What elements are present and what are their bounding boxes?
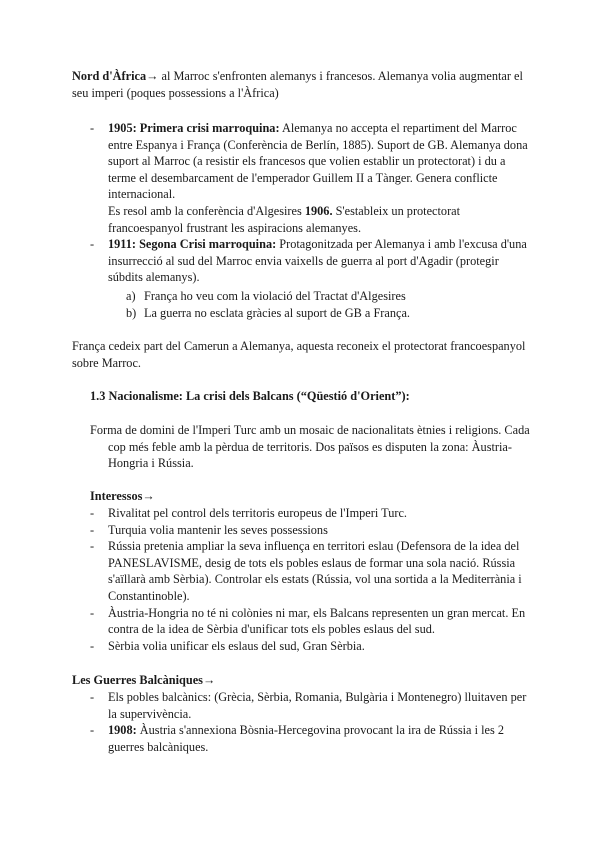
subitem-marker: b) [126, 305, 137, 320]
interests-heading: Interessos→ [90, 489, 155, 503]
interests-list [72, 505, 532, 654]
list-item: - Rússia pretenia ampliar la seva influença en territori eslau (Defensora de la idea del PANESLAVISME, desig de tots els pobles eslaus de formar una sola nació. Rússia s'aïllarà amb Sèrbia). Controlar els estats (Rússia, vol una sortida a la Mediterrània i Constantinoble). [72, 538, 532, 604]
list-item: - Sèrbia volia unificar els eslaus del sud, Gran Sèrbia. [72, 638, 532, 655]
crisis-1911-title: 1911: Segona Crisi marroquina: [108, 237, 277, 252]
north-africa-label: Nord d'Àfrica→ [72, 69, 159, 83]
subitem-text: La guerra no esclata gràcies al suport de GB a França. [144, 305, 410, 320]
list-item [72, 722, 532, 755]
crisis-1905-extra-year: 1906. [304, 203, 333, 218]
crisis-1911-text: Protagonitzada per Alemanya i amb l'excusa d'una insurrecció al sud del Marroc envia vaixells de guerra al port d'Agadir (protegir súbdits alemanys). [108, 237, 527, 285]
list-item: - Rivalitat pel control dels territoris europeus de l'Imperi Turc. [72, 505, 532, 522]
balkan-wars-heading: Les Guerres Balcàniques→ [72, 673, 216, 687]
balkan-1908-text: Àustria s'annexiona Bòsnia-Hercegovina provocant la ira de Rússia i les 2 guerres balcàniques. [108, 723, 504, 754]
list-item [72, 305, 532, 322]
crisis-1905-title: 1905: Primera crisi marroquina: [108, 121, 280, 135]
north-africa-paragraph [72, 68, 532, 101]
subitem-marker: a) [126, 289, 136, 303]
crisis-1905-text: Alemanya no accepta el repartiment del Marroc entre Espanya i França (Conferència de Berlín, 1885). Suport de GB. Alemanya dona suport al Marroc (a resistir els francesos que volien establir un protectorat) i du a terme el desembarcament de l'emperador Guillem II a Tànger. Genera conflicte internacional. [108, 121, 528, 202]
balkan-wars-list [72, 689, 532, 755]
crisis-1911-subitems [72, 288, 532, 321]
north-africa-text: al Marroc s'enfronten alemanys i francesos. Alemanya volia augmentar el seu imperi (poques possessions a l'Àfrica) [72, 69, 523, 100]
list-item [72, 120, 532, 236]
list-item [72, 288, 532, 305]
subitem-text: França ho veu com la violació del Tractat d'Algesires [144, 289, 406, 303]
list-item: - Turquia volia mantenir les seves possessions [72, 522, 532, 539]
section-heading: 1.3 Nacionalisme: La crisi dels Balcans (“Qüestió d'Orient”): [90, 389, 410, 403]
balkan-1908-year: 1908: [108, 723, 137, 738]
morocco-crises-list [72, 120, 532, 286]
crisis-1905-extra-after: S'estableix un protectorat francoespanyol frustrant les aspiracions alemanyes. [108, 203, 461, 235]
list-item: - Els pobles balcànics: (Grècia, Sèrbia, Romania, Bulgària i Montenegro) lluitaven per la supervivència. [72, 689, 532, 722]
balkans-intro: Forma de domini de l'Imperi Turc amb un mosaic de nacionalitats ètnies i religions. Cada cop més feble amb la pèrdua de territoris. Dos països es disputen la zona: Àustria-Hongria i Rússia. [90, 423, 530, 471]
crisis-1905-extra-before: Es resol amb la conferència d'Algesires [108, 203, 305, 218]
list-item: - Àustria-Hongria no té ni colònies ni mar, els Balcans representen un gran mercat. En contra de la idea de Sèrbia d'unificar tots els pobles eslaus del sud. [72, 605, 532, 638]
cameroon-paragraph: França cedeix part del Camerun a Alemanya, aquesta reconeix el protectorat francoespanyol sobre Marroc. [72, 339, 526, 370]
list-item [72, 236, 532, 286]
